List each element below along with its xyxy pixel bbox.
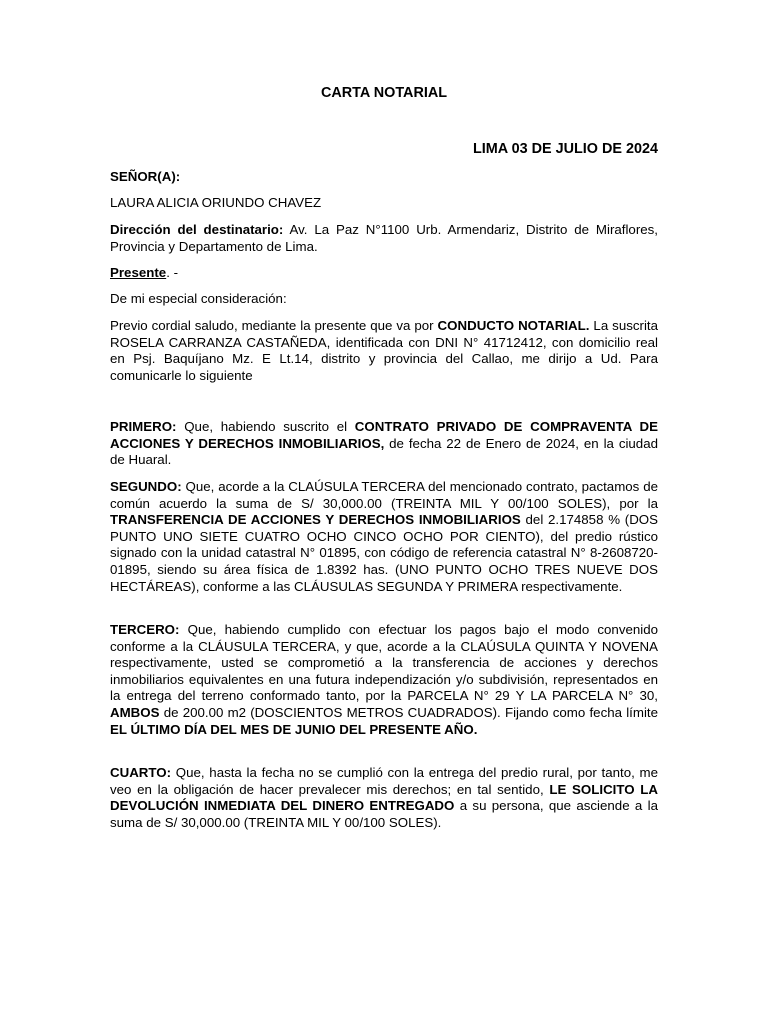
clause-segundo-text-2: del 2.174858 % (DOS PUNTO UNO SIETE CUATRO OCHO CINCO OCHO POR CIENTO), del predio rústico signado con la unidad catastral N° 01895, con código de referencia catastral N° 8-2608720-01895, siendo su área física de 1.8392 has. (UNO PUNTO OCHO TRES NUEVE DOS HECTÁREAS), conforme a las CLÁUSULAS SEGUNDA Y PRIMERA respectivamente. [110,512,659,594]
clause-tercero [110,622,658,738]
clause-cuarto-text-1: Que, hasta la fecha no se cumplió con la entrega del predio rural, por tanto, me veo en la obligación de hacer prevalecer mis derechos; en tal sentido, [110,765,658,797]
intro-bold-1: CONDUCTO NOTARIAL. [437,318,590,333]
clause-tercero-bold-1: AMBOS [110,704,160,720]
intro-paragraph [110,318,658,384]
clause-tercero-label: TERCERO: [110,622,180,637]
clause-primero-text-1: Que, habiendo suscrito el [176,419,355,434]
address-text: Av. La Paz N°1100 Urb. Armendariz, Distrito de Miraflores, Provincia y Departamento de Lima. [110,222,658,254]
clause-tercero-text-2: de 200.00 m2 (DOSCIENTOS METROS CUADRADOS). Fijando como fecha límite [159,704,658,720]
salutation-text: SEÑOR(A): [110,169,181,184]
clause-cuarto-text-2: a su persona, que asciende a la suma de S/ 30,000.00 (TREINTA MIL Y 00/100 SOLES). [110,798,658,830]
clause-segundo [110,479,658,595]
salutation [110,169,658,186]
clause-primero-bold-1: CONTRATO PRIVADO DE COMPRAVENTA DE ACCIONES Y DERECHOS INMOBILIARIOS, [110,419,659,451]
intro-text-2: La suscrita ROSELA CARRANZA CASTAÑEDA, identificada con DNI N° 41712412, con domicilio real en Psj. Baquíjano Mz. E Lt.14, distrito y provincia del Callao, me dirijo a Ud. Para comunicarle lo siguiente [110,318,658,383]
clause-primero [110,419,658,469]
clause-segundo-bold-1: TRANSFERENCIA DE ACCIONES Y DERECHOS INMOBILIARIOS [110,512,521,528]
clause-segundo-text-1: Que, acorde a la CLAÚSULA TERCERA del mencionado contrato, pactamos de común acuerdo la suma de S/ 30,000.00 (TREINTA MIL Y 00/100 SOLES), por la [110,479,658,511]
clause-cuarto [110,765,658,831]
clause-tercero-text-1: Que, habiendo cumplido con efectuar los pagos bajo el modo convenido conforme a la CLÁUSULA TERCERA, y que, acorde a la CLAÚSULA QUINTA Y NOVENA respectivamente, usted se comprometió a la transferencia de acciones y derechos inmobiliarios equivalentes en una futura independización y/o subdivisión, representados en la entrega del terreno conformado tanto, por la PARCELA N° 29 Y LA PARCELA N° 30, [110,622,658,704]
intro-text-1: Previo cordial saludo, mediante la presente que va por [110,318,438,333]
clause-cuarto-bold-1: LE SOLICITO LA DEVOLUCIÓN INMEDIATA DEL DINERO ENTREGADO [110,781,659,814]
presente-line [110,265,658,282]
presente-label: Presente [110,265,167,280]
consideration-line: De mi especial consideración: [110,291,287,306]
letter-date: LIMA 03 DE JULIO DE 2024 [472,141,658,157]
recipient-name: LAURA ALICIA ORIUNDO CHAVEZ [110,195,322,210]
clause-tercero-bold-2: EL ÚLTIMO DÍA DEL MES DE JUNIO DEL PRESENTE AÑO. [110,721,478,737]
document-title: CARTA NOTARIAL [320,85,448,101]
clause-primero-text-2: de fecha 22 de Enero de 2024, en la ciudad de Huaral. [110,435,658,468]
clause-segundo-label: SEGUNDO: [110,479,182,494]
recipient-address [110,222,658,255]
address-label: Dirección del destinatario: [110,222,284,237]
clause-primero-label: PRIMERO: [110,419,177,434]
clause-cuarto-label: CUARTO: [110,765,172,780]
presente-suffix: . - [166,265,179,280]
